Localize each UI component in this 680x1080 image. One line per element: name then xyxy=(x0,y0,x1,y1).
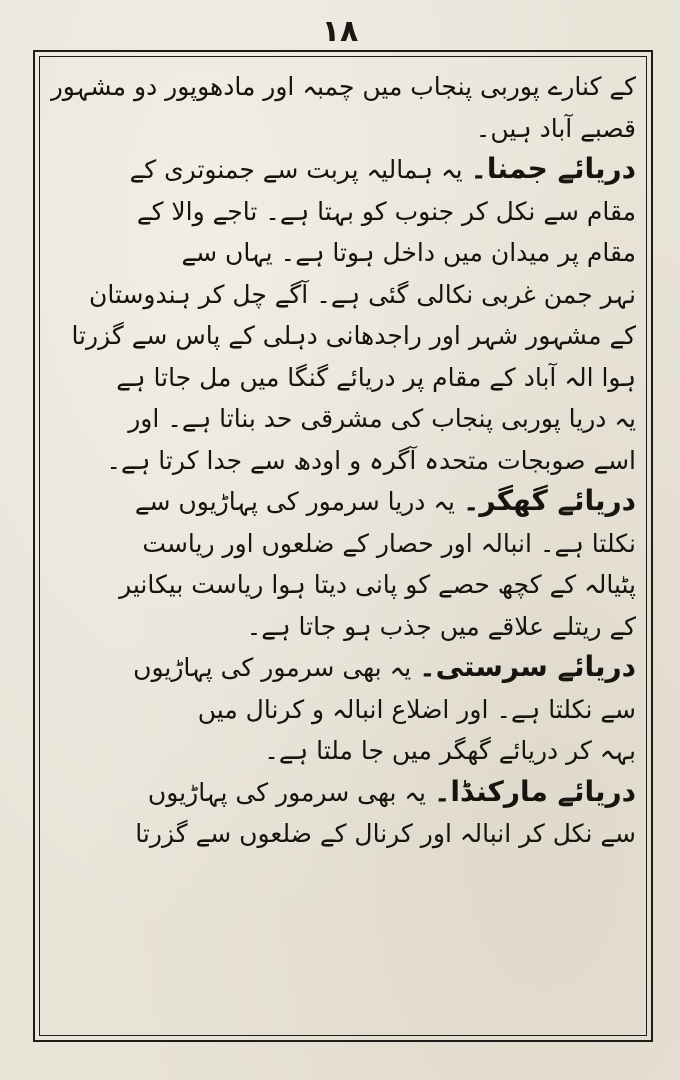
line-text: یہ بھی سرمور کی پہاڑیوں xyxy=(147,777,434,807)
section-heading: دریائے مارکنڈا۔ xyxy=(433,774,636,808)
line-text: اسے صوبجات متحدہ آگرہ و اودھ سے جدا کرتا ہے۔ xyxy=(106,445,636,475)
text-line xyxy=(50,563,636,605)
text-line xyxy=(50,65,636,107)
text-line xyxy=(50,522,636,564)
line-text: ہوا الہ آباد کے مقام پر دریائے گنگا میں مل جاتا ہے xyxy=(116,362,636,392)
urdu-text-body xyxy=(50,65,636,1029)
line-text: مقام پر میدان میں داخل ہوتا ہے۔ یہاں سے xyxy=(181,238,636,267)
line-text: کے ریتلے علاقے میں جذب ہو جاتا ہے۔ xyxy=(246,611,636,641)
text-line xyxy=(50,148,636,190)
line-text: کے کنارے پوربی پنجاب میں چمبہ اور مادھوپور دو مشہور xyxy=(50,72,636,101)
page-border-outer xyxy=(33,50,653,1042)
line-text: نہر جمن غربی نکالی گئی ہے۔ آگے چل کر ہندوستان xyxy=(88,279,636,309)
section-heading: دریائے گھگر۔ xyxy=(462,484,636,517)
section-heading: دریائے سرستی۔ xyxy=(419,650,636,683)
text-line xyxy=(50,605,636,647)
line-text: سے نکل کر انبالہ اور کرنال کے ضلعوں سے گزرتا xyxy=(135,819,636,848)
page-border-inner xyxy=(39,56,647,1036)
text-line xyxy=(50,439,636,481)
text-line xyxy=(50,688,636,730)
line-text: مقام سے نکل کر جنوب کو بہتا ہے۔ تاجے والا کے xyxy=(136,196,636,226)
text-line xyxy=(50,273,636,315)
page-number: ۱۸ xyxy=(321,14,359,49)
text-line xyxy=(50,356,636,398)
line-text: نکلتا ہے۔ انبالہ اور حصار کے ضلعوں اور ریاست xyxy=(142,528,636,558)
line-text: یہ بھی سرمور کی پہاڑیوں xyxy=(133,653,420,682)
line-text: یہ دریا سرمور کی پہاڑیوں سے xyxy=(134,487,463,516)
line-text: سے نکلتا ہے۔ اور اضلاع انبالہ و کرنال میں xyxy=(197,694,636,724)
text-line xyxy=(50,812,636,854)
text-line xyxy=(50,729,636,771)
line-text: پٹیالہ کے کچھ حصے کو پانی دیتا ہوا ریاست بیکانیر xyxy=(119,570,636,599)
text-line xyxy=(50,107,636,149)
text-line xyxy=(50,314,636,356)
text-line xyxy=(50,771,636,813)
line-text: قصبے آباد ہیں۔ xyxy=(475,113,636,143)
text-line xyxy=(50,480,636,522)
section-heading: دریائے جمنا۔ xyxy=(470,152,636,185)
line-text: بہہ کر دریائے گھگر میں جا ملتا ہے۔ xyxy=(264,736,636,765)
line-text: کے مشہور شہر اور راجدھانی دہلی کے پاس سے گزرتا xyxy=(71,321,636,350)
text-line xyxy=(50,231,636,273)
text-line xyxy=(50,397,636,439)
text-line xyxy=(50,646,636,688)
line-text: یہ ہمالیہ پربت سے جمنوتری کے xyxy=(129,155,471,184)
text-line xyxy=(50,190,636,232)
line-text: یہ دریا پوربی پنجاب کی مشرقی حد بناتا ہے۔ اور xyxy=(128,404,636,433)
